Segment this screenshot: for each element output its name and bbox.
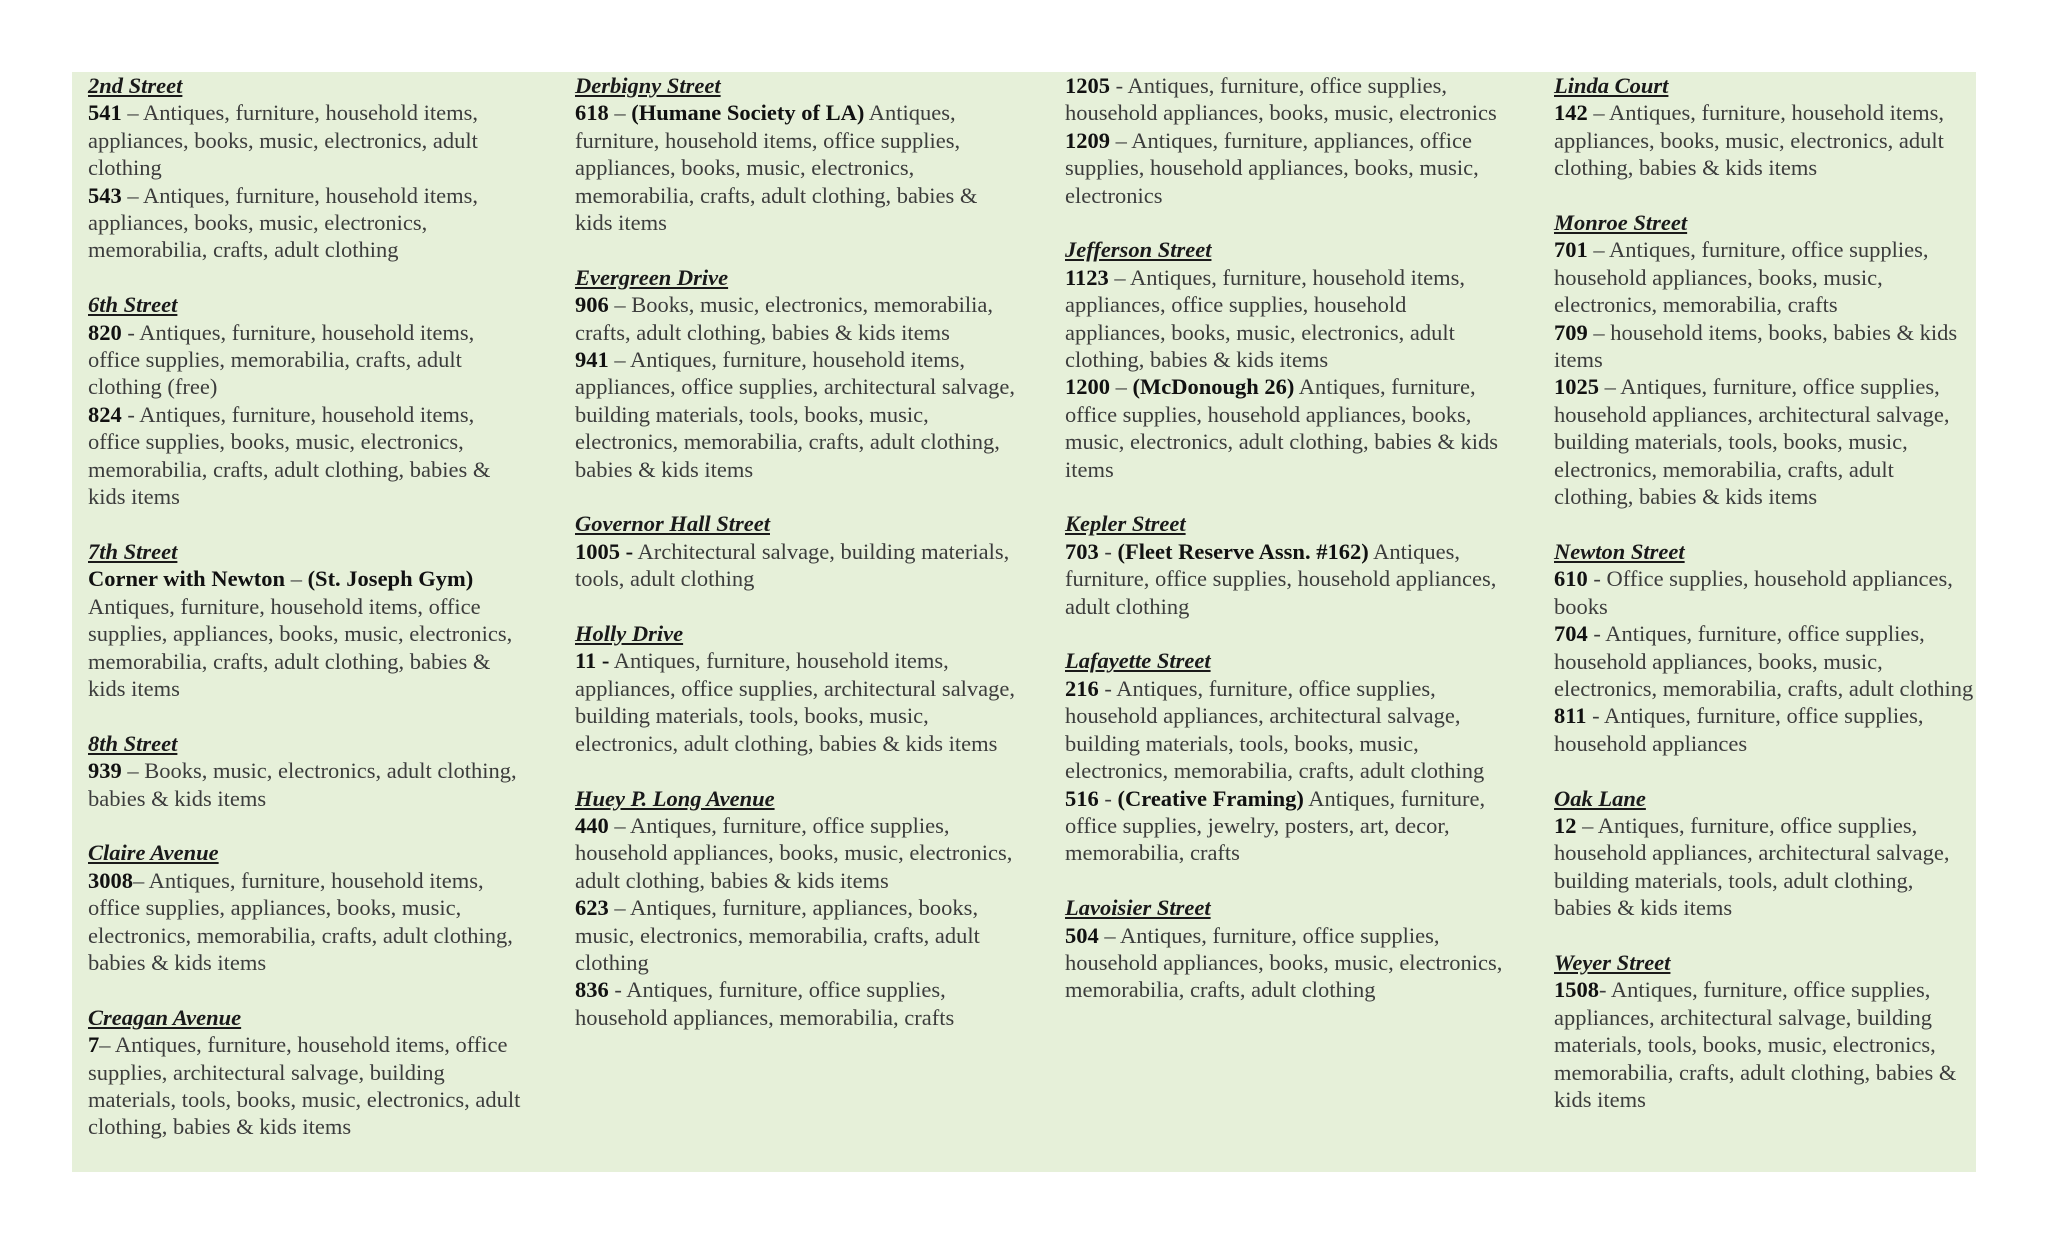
street-section bbox=[1554, 538, 1974, 757]
item-list: Antiques, furniture, household items, appliances, books, music, electronics, adult clothing bbox=[88, 100, 478, 181]
organization-name: (St. Joseph Gym) bbox=[307, 566, 474, 592]
separator: - bbox=[1586, 703, 1605, 729]
separator: – bbox=[608, 347, 631, 373]
item-list: Books, music, electronics, memorabilia, crafts, adult clothing, babies & kids items bbox=[575, 292, 994, 345]
street-heading: Oak Lane bbox=[1554, 785, 1646, 811]
street-section bbox=[1065, 510, 1510, 620]
separator: – bbox=[1108, 264, 1131, 290]
item-list: Antiques, furniture, household items, appliances, books, music, electronics, adult clothing, babies & kids items bbox=[1554, 100, 1944, 181]
listing-entry bbox=[575, 894, 1020, 976]
item-list: Antiques, furniture, household items, office supplies, appliances, books, music, electronics, memorabilia, crafts, adult clothing, babies & kids items bbox=[88, 593, 513, 701]
street-heading: Lafayette Street bbox=[1065, 648, 1211, 674]
separator: – bbox=[121, 182, 144, 208]
listing-entry bbox=[1554, 565, 1974, 620]
listing-entry bbox=[1065, 72, 1510, 127]
separator: – bbox=[608, 292, 632, 318]
listing-entry bbox=[1065, 264, 1510, 374]
street-section bbox=[1065, 72, 1510, 209]
separator: – bbox=[121, 758, 145, 784]
address-number: 216 bbox=[1065, 675, 1099, 701]
listing-entry bbox=[575, 346, 1020, 483]
street-section bbox=[1554, 72, 1974, 182]
separator: – bbox=[608, 100, 632, 126]
street-heading: Newton Street bbox=[1554, 538, 1685, 564]
item-list: Antiques, furniture, office supplies, jewelry, posters, art, decor, memorabilia, crafts bbox=[1065, 785, 1486, 866]
address-number: 1209 bbox=[1065, 127, 1110, 153]
item-list: Antiques, furniture, office supplies, household appliances, architectural salvage, building materials, tools, adult clothing, babies & kids items bbox=[1554, 812, 1950, 921]
listing-entry bbox=[1554, 373, 1974, 510]
street-section bbox=[1554, 785, 1974, 922]
listing-entry bbox=[1554, 319, 1974, 374]
listing-entry bbox=[1065, 922, 1510, 1004]
address-number: 541 bbox=[88, 100, 122, 126]
separator: – bbox=[1599, 374, 1621, 400]
listing-entry bbox=[88, 565, 528, 702]
listing-entry bbox=[575, 99, 1020, 236]
address-number: 440 bbox=[575, 812, 609, 838]
street-heading: Linda Court bbox=[1554, 73, 1669, 98]
street-section bbox=[88, 72, 528, 264]
listing-entry bbox=[88, 182, 528, 264]
sale-listing-page bbox=[72, 72, 1976, 1172]
item-list: Antiques, furniture, office supplies, household appliances, books, music, electronics, memorabilia, crafts, adult clothing bbox=[1065, 922, 1503, 1003]
address-number: Corner with Newton bbox=[88, 566, 286, 592]
listing-entry bbox=[88, 99, 528, 181]
separator: - bbox=[1098, 538, 1118, 564]
item-list: Antiques, furniture, household items, appliances, books, music, electronics, memorabilia, crafts, adult clothing bbox=[88, 182, 478, 263]
item-list: Books, music, electronics, adult clothing, babies & kids items bbox=[88, 758, 517, 811]
address-number: 543 bbox=[88, 182, 122, 208]
address-number: 1123 bbox=[1065, 264, 1109, 290]
street-heading: Kepler Street bbox=[1065, 511, 1186, 537]
address-number: 811 bbox=[1554, 703, 1587, 729]
street-heading: Jefferson Street bbox=[1065, 237, 1212, 263]
street-section bbox=[575, 620, 1020, 757]
listing-entry bbox=[575, 647, 1020, 757]
item-list: household items, books, babies & kids items bbox=[1554, 319, 1958, 373]
address-number: 142 bbox=[1554, 100, 1588, 126]
organization-name: (Fleet Reserve Assn. #162) bbox=[1117, 538, 1369, 564]
street-heading: Creagan Avenue bbox=[88, 1004, 242, 1030]
address-number: 7 bbox=[88, 1032, 100, 1058]
address-number: 1200 bbox=[1065, 374, 1110, 400]
separator: – bbox=[1098, 922, 1121, 948]
separator: – bbox=[1587, 319, 1611, 345]
listing-entry bbox=[88, 401, 528, 511]
street-heading: Claire Avenue bbox=[88, 840, 219, 866]
street-heading: Monroe Street bbox=[1554, 210, 1688, 236]
item-list: Architectural salvage, building materials, tools, adult clothing bbox=[575, 538, 1010, 592]
street-section bbox=[1554, 949, 1974, 1113]
listing-entry bbox=[88, 867, 528, 977]
address-number: 709 bbox=[1554, 319, 1588, 345]
address-number: 1005 - bbox=[575, 538, 634, 564]
column-2 bbox=[575, 72, 1020, 1059]
address-number: 1508 bbox=[1554, 977, 1599, 1003]
street-section bbox=[575, 785, 1020, 1032]
address-number: 1205 bbox=[1065, 73, 1110, 98]
address-number: 704 bbox=[1554, 621, 1588, 647]
separator: - bbox=[1098, 785, 1118, 811]
listing-entry bbox=[1554, 976, 1974, 1113]
street-heading: 7th Street bbox=[88, 538, 178, 564]
separator: – bbox=[1587, 100, 1610, 126]
organization-name: (Creative Framing) bbox=[1117, 785, 1304, 811]
separator: – bbox=[1110, 374, 1133, 400]
address-number: 516 bbox=[1065, 785, 1099, 811]
street-section bbox=[88, 730, 528, 812]
listing-entry bbox=[1554, 236, 1974, 318]
separator: – bbox=[99, 1032, 115, 1058]
listing-entry bbox=[1065, 785, 1510, 867]
item-list: Antiques, furniture, household items, appliances, office supplies, architectural salvage, building materials, tools, books, music, electronics, adult clothing, babies & kids items bbox=[575, 648, 1016, 756]
street-heading: Holly Drive bbox=[575, 621, 684, 647]
item-list: Antiques, furniture, household items, office supplies, architectural salvage, building materials, tools, books, music, electronics, adult clothing, babies & kids items bbox=[88, 1032, 521, 1140]
address-number: 701 bbox=[1554, 237, 1588, 263]
item-list: Antiques, furniture, appliances, books, music, electronics, memorabilia, crafts, adult clothing bbox=[575, 895, 980, 975]
listing-entry bbox=[1065, 127, 1510, 209]
item-list: Antiques, furniture, household items, office supplies, memorabilia, crafts, adult clothing (free) bbox=[88, 319, 475, 400]
street-section bbox=[1065, 894, 1510, 1004]
street-heading: Evergreen Drive bbox=[575, 264, 729, 290]
address-number: 11 - bbox=[575, 648, 610, 674]
listing-entry bbox=[88, 319, 528, 401]
street-section bbox=[88, 291, 528, 510]
item-list: Office supplies, household appliances, books bbox=[1554, 566, 1953, 619]
address-number: 703 bbox=[1065, 538, 1099, 564]
street-section bbox=[88, 538, 528, 702]
address-number: 836 bbox=[575, 977, 609, 1003]
address-number: 824 bbox=[88, 401, 122, 427]
street-heading: 2nd Street bbox=[88, 73, 183, 98]
separator: – bbox=[1110, 127, 1132, 153]
separator: – bbox=[608, 895, 631, 921]
address-number: 623 bbox=[575, 895, 609, 921]
address-number: 618 bbox=[575, 100, 609, 126]
listing-entry bbox=[1554, 812, 1974, 922]
item-list: Antiques, furniture, office supplies, household appliances, adult clothing bbox=[1065, 538, 1497, 619]
address-number: 3008 bbox=[88, 867, 133, 893]
listing-entry bbox=[1554, 99, 1974, 181]
item-list: Antiques, furniture, household items, appliances, office supplies, architectural salvage, building materials, tools, books, music, electronics, memorabilia, crafts, adult clothing, babies & kids items bbox=[575, 347, 1016, 482]
listing-entry bbox=[575, 812, 1020, 894]
item-list: Antiques, furniture, office supplies, household appliances, books, music, electronics, adult clothing, babies & kids items bbox=[575, 812, 1013, 893]
listing-entry bbox=[1554, 620, 1974, 702]
separator: – bbox=[121, 100, 144, 126]
separator: – bbox=[608, 812, 631, 838]
street-heading: 8th Street bbox=[88, 730, 178, 756]
street-heading: Derbigny Street bbox=[575, 73, 721, 98]
separator: - bbox=[1110, 73, 1128, 98]
separator: - bbox=[121, 401, 140, 427]
item-list: Antiques, furniture, household items, office supplies, appliances, books, music, electronics, memorabilia, crafts, adult clothing, babies & kids items bbox=[575, 100, 978, 236]
address-number: 906 bbox=[575, 292, 609, 318]
street-section bbox=[88, 1004, 528, 1140]
street-heading: Huey P. Long Avenue bbox=[575, 785, 775, 811]
column-3 bbox=[1065, 72, 1510, 1031]
separator: – bbox=[285, 566, 308, 592]
address-number: 939 bbox=[88, 758, 122, 784]
listing-entry bbox=[1554, 702, 1974, 757]
address-number: 941 bbox=[575, 347, 609, 373]
listing-entry bbox=[1065, 675, 1510, 785]
street-section bbox=[1065, 236, 1510, 483]
listing-entry bbox=[88, 757, 528, 812]
separator: - bbox=[1098, 675, 1117, 701]
item-list: Antiques, furniture, household items, appliances, office supplies, household appliances, books, music, electronics, adult clothing, babies & kids items bbox=[1065, 264, 1465, 373]
separator: – bbox=[133, 867, 149, 893]
item-list: Antiques, furniture, office supplies, household appliances, memorabilia, crafts bbox=[575, 977, 955, 1030]
address-number: 504 bbox=[1065, 922, 1099, 948]
item-list: Antiques, furniture, household items, office supplies, appliances, books, music, electronics, memorabilia, crafts, adult clothing, babies & kids items bbox=[88, 867, 513, 975]
organization-name: (Humane Society of LA) bbox=[631, 100, 865, 126]
listing-entry bbox=[575, 976, 1020, 1031]
separator: - bbox=[1587, 621, 1606, 647]
street-section bbox=[1554, 209, 1974, 510]
item-list: Antiques, furniture, office supplies, household appliances, architectural salvage, building materials, tools, books, music, electronics, memorabilia, crafts, adult clothing bbox=[1065, 675, 1485, 784]
separator: - bbox=[608, 977, 627, 1003]
listing-entry bbox=[1065, 373, 1510, 483]
item-list: Antiques, furniture, office supplies, appliances, architectural salvage, building materials, tools, books, music, electronics, memorabilia, crafts, adult clothing, babies & kids items bbox=[1554, 977, 1957, 1112]
street-heading: Governor Hall Street bbox=[575, 511, 770, 537]
address-number: 610 bbox=[1554, 566, 1588, 592]
street-section bbox=[575, 264, 1020, 483]
separator: - bbox=[1587, 566, 1607, 592]
item-list: Antiques, furniture, household items, office supplies, books, music, electronics, memorabilia, crafts, adult clothing, babies & kids items bbox=[88, 401, 491, 510]
street-section bbox=[575, 72, 1020, 236]
column-1 bbox=[88, 72, 528, 1141]
separator: - bbox=[1599, 977, 1611, 1003]
column-4 bbox=[1554, 72, 1974, 1141]
item-list: Antiques, furniture, office supplies, household appliances, books, music, electronics, memorabilia, crafts, adult clothing bbox=[1554, 621, 1974, 701]
organization-name: (McDonough 26) bbox=[1132, 374, 1295, 400]
item-list: Antiques, furniture, office supplies, household appliances bbox=[1554, 703, 1924, 756]
item-list: Antiques, furniture, appliances, office supplies, household appliances, books, music, electronics bbox=[1065, 127, 1479, 208]
separator: – bbox=[1587, 237, 1610, 263]
item-list: Antiques, furniture, office supplies, household appliances, books, music, electronics, adult clothing, babies & kids items bbox=[1065, 374, 1499, 482]
street-section bbox=[1065, 647, 1510, 866]
street-heading: Lavoisier Street bbox=[1065, 895, 1211, 921]
address-number: 820 bbox=[88, 319, 122, 345]
address-number: 12 bbox=[1554, 812, 1577, 838]
item-list: Antiques, furniture, office supplies, household appliances, books, music, electronics bbox=[1065, 73, 1497, 126]
street-section bbox=[88, 839, 528, 976]
street-heading: 6th Street bbox=[88, 292, 178, 318]
listing-entry bbox=[88, 1031, 528, 1141]
address-number: 1025 bbox=[1554, 374, 1599, 400]
separator: - bbox=[121, 319, 140, 345]
item-list: Antiques, furniture, office supplies, household appliances, books, music, electronics, memorabilia, crafts bbox=[1554, 237, 1929, 318]
item-list: Antiques, furniture, office supplies, household appliances, architectural salvage, building materials, tools, books, music, electronics, memorabilia, crafts, adult clothing, babies & kids items bbox=[1554, 374, 1950, 510]
street-section bbox=[575, 510, 1020, 592]
street-heading: Weyer Street bbox=[1554, 949, 1671, 975]
listing-entry bbox=[1065, 538, 1510, 620]
separator: – bbox=[1576, 812, 1598, 838]
listing-entry bbox=[575, 291, 1020, 346]
listing-entry bbox=[575, 538, 1020, 593]
